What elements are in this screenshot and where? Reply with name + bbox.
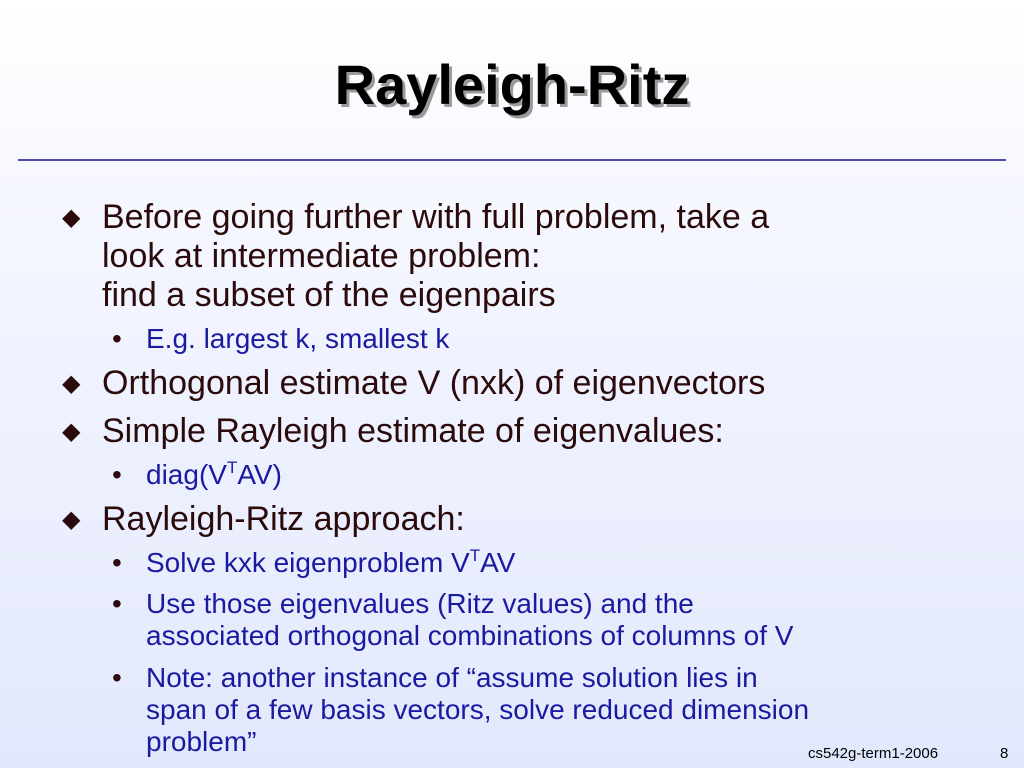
- bullet-text: Orthogonal estimate V (nxk) of eigenvectors: [102, 364, 766, 402]
- bullet-text: Rayleigh-Ritz approach:: [102, 500, 465, 538]
- diamond-bullet-icon: ◆: [62, 370, 81, 397]
- dot-bullet-icon: •: [112, 459, 122, 490]
- formula-part: AV): [237, 459, 282, 490]
- formula-part: Solve kxk eigenproblem V: [146, 547, 470, 578]
- sub-bullet-text: E.g. largest k, smallest k: [146, 323, 450, 354]
- sub-bullet-item: [112, 547, 515, 579]
- footer-label: cs542g-term1-2006: [808, 745, 939, 762]
- sub-bullet-text: [146, 547, 515, 579]
- diamond-bullet-icon: ◆: [62, 204, 81, 231]
- superscript: T: [469, 546, 481, 565]
- bullet-item: [62, 198, 769, 315]
- slide-title: Rayleigh-Ritz: [334, 53, 690, 116]
- bullet-text: Before going further with full problem, take a look at intermediate problem: find a subset of the eigenpairs: [102, 198, 770, 314]
- formula-part: diag(V: [146, 459, 227, 490]
- dot-bullet-icon: •: [112, 662, 122, 693]
- formula-part: AV: [480, 547, 516, 578]
- dot-bullet-icon: •: [112, 547, 122, 578]
- sub-bullet-item: [112, 588, 794, 652]
- diamond-bullet-icon: ◆: [62, 418, 81, 445]
- sub-bullet-text: Note: another instance of “assume solution lies in span of a few basis vectors, solve reduced dimension problem”: [146, 662, 810, 757]
- bullet-item: [62, 412, 724, 451]
- dot-bullet-icon: •: [112, 323, 122, 354]
- sub-bullet-item: [112, 323, 449, 355]
- bullet-text: Simple Rayleigh estimate of eigenvalues:: [102, 412, 724, 450]
- bullet-item: [62, 364, 765, 403]
- sub-bullet-item: [112, 662, 809, 758]
- sub-bullet-text: [146, 459, 282, 491]
- page-number: 8: [1000, 745, 1009, 762]
- superscript: T: [226, 458, 238, 477]
- sub-bullet-text: Use those eigenvalues (Ritz values) and the associated orthogonal combinations of columns of V: [146, 588, 794, 651]
- sub-bullet-item: [112, 459, 282, 491]
- bullet-item: [62, 500, 465, 539]
- diamond-bullet-icon: ◆: [62, 506, 81, 533]
- dot-bullet-icon: •: [112, 588, 122, 619]
